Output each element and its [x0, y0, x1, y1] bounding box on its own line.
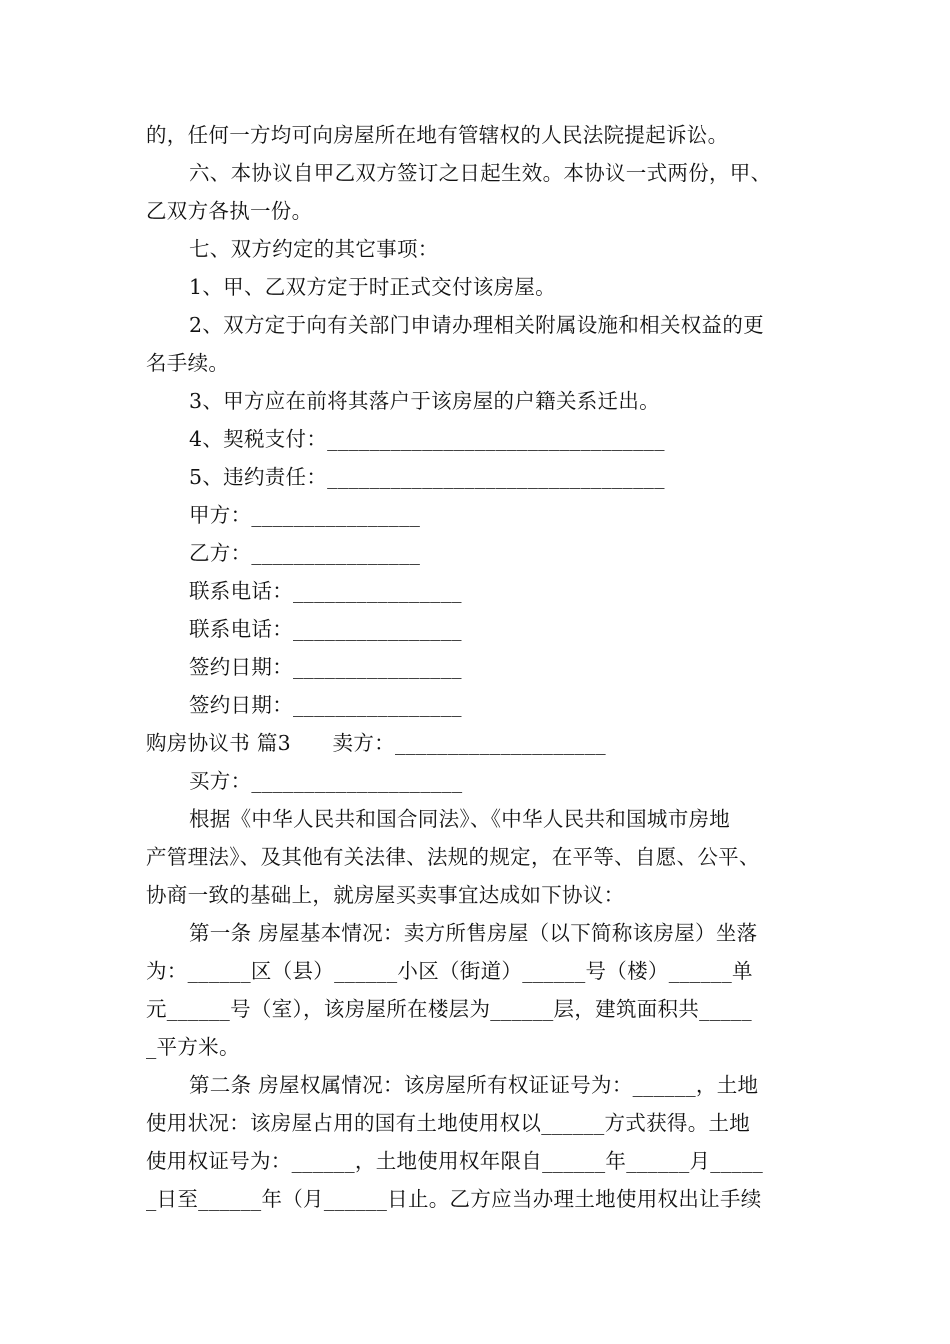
section-heading: 购房协议书 篇3 卖方：____________________	[146, 731, 606, 755]
paragraph-line: 的，任何一方均可向房屋所在地有管辖权的人民法院提起诉讼。	[146, 123, 729, 147]
paragraph-line: _平方米。	[146, 1035, 240, 1059]
paragraph-line: 使用权证号为：______，土地使用权年限自______年______月_____	[146, 1149, 764, 1173]
paragraph-line: 使用状况：该房屋占用的国有土地使用权以______方式获得。土地	[146, 1111, 751, 1135]
sign-date-field: 签约日期：________________	[189, 693, 462, 717]
paragraph-line: 根据《中华人民共和国合同法》、《中华人民共和国城市房地	[189, 807, 731, 831]
phone-field: 联系电话：________________	[189, 579, 462, 603]
party-b-field: 乙方：________________	[189, 541, 421, 565]
paragraph-line: 元______号（室），该房屋所在楼层为______层，建筑面积共_____	[146, 997, 752, 1021]
paragraph-line: 七、双方约定的其它事项：	[189, 237, 439, 261]
paragraph-line: 2、双方定于向有关部门申请办理相关附属设施和相关权益的更	[189, 313, 764, 337]
paragraph-line: 1、甲、乙双方定于时正式交付该房屋。	[189, 275, 556, 299]
phone-field: 联系电话：________________	[189, 617, 462, 641]
buyer-field: 买方：____________________	[189, 769, 463, 793]
paragraph-line: 六、本协议自甲乙双方签订之日起生效。本协议一式两份，甲、	[189, 161, 772, 185]
deed-tax-field: 4、契税支付：________________________________	[189, 427, 665, 451]
sign-date-field: 签约日期：________________	[189, 655, 462, 679]
party-a-field: 甲方：________________	[189, 503, 421, 527]
paragraph-line: 第二条 房屋权属情况：该房屋所有权证证号为：______，土地	[189, 1073, 759, 1097]
paragraph-line: _日至______年（月______日止。乙方应当办理土地使用权出让手续	[146, 1187, 762, 1211]
paragraph-line: 名手续。	[146, 351, 230, 375]
paragraph-line: 第一条 房屋基本情况：卖方所售房屋（以下简称该房屋）坐落	[189, 921, 758, 945]
liability-field: 5、违约责任：________________________________	[189, 465, 665, 489]
paragraph-line: 协商一致的基础上，就房屋买卖事宜达成如下协议：	[146, 883, 625, 907]
paragraph-line: 乙双方各执一份。	[146, 199, 313, 223]
paragraph-line: 为：______区（县）______小区（街道）______号（楼）______单	[146, 959, 753, 983]
paragraph-line: 产管理法》、及其他有关法律、法规的规定，在平等、自愿、公平、	[146, 845, 760, 869]
document-body	[146, 116, 826, 1218]
paragraph-line: 3、甲方应在前将其落户于该房屋的户籍关系迁出。	[189, 389, 660, 413]
